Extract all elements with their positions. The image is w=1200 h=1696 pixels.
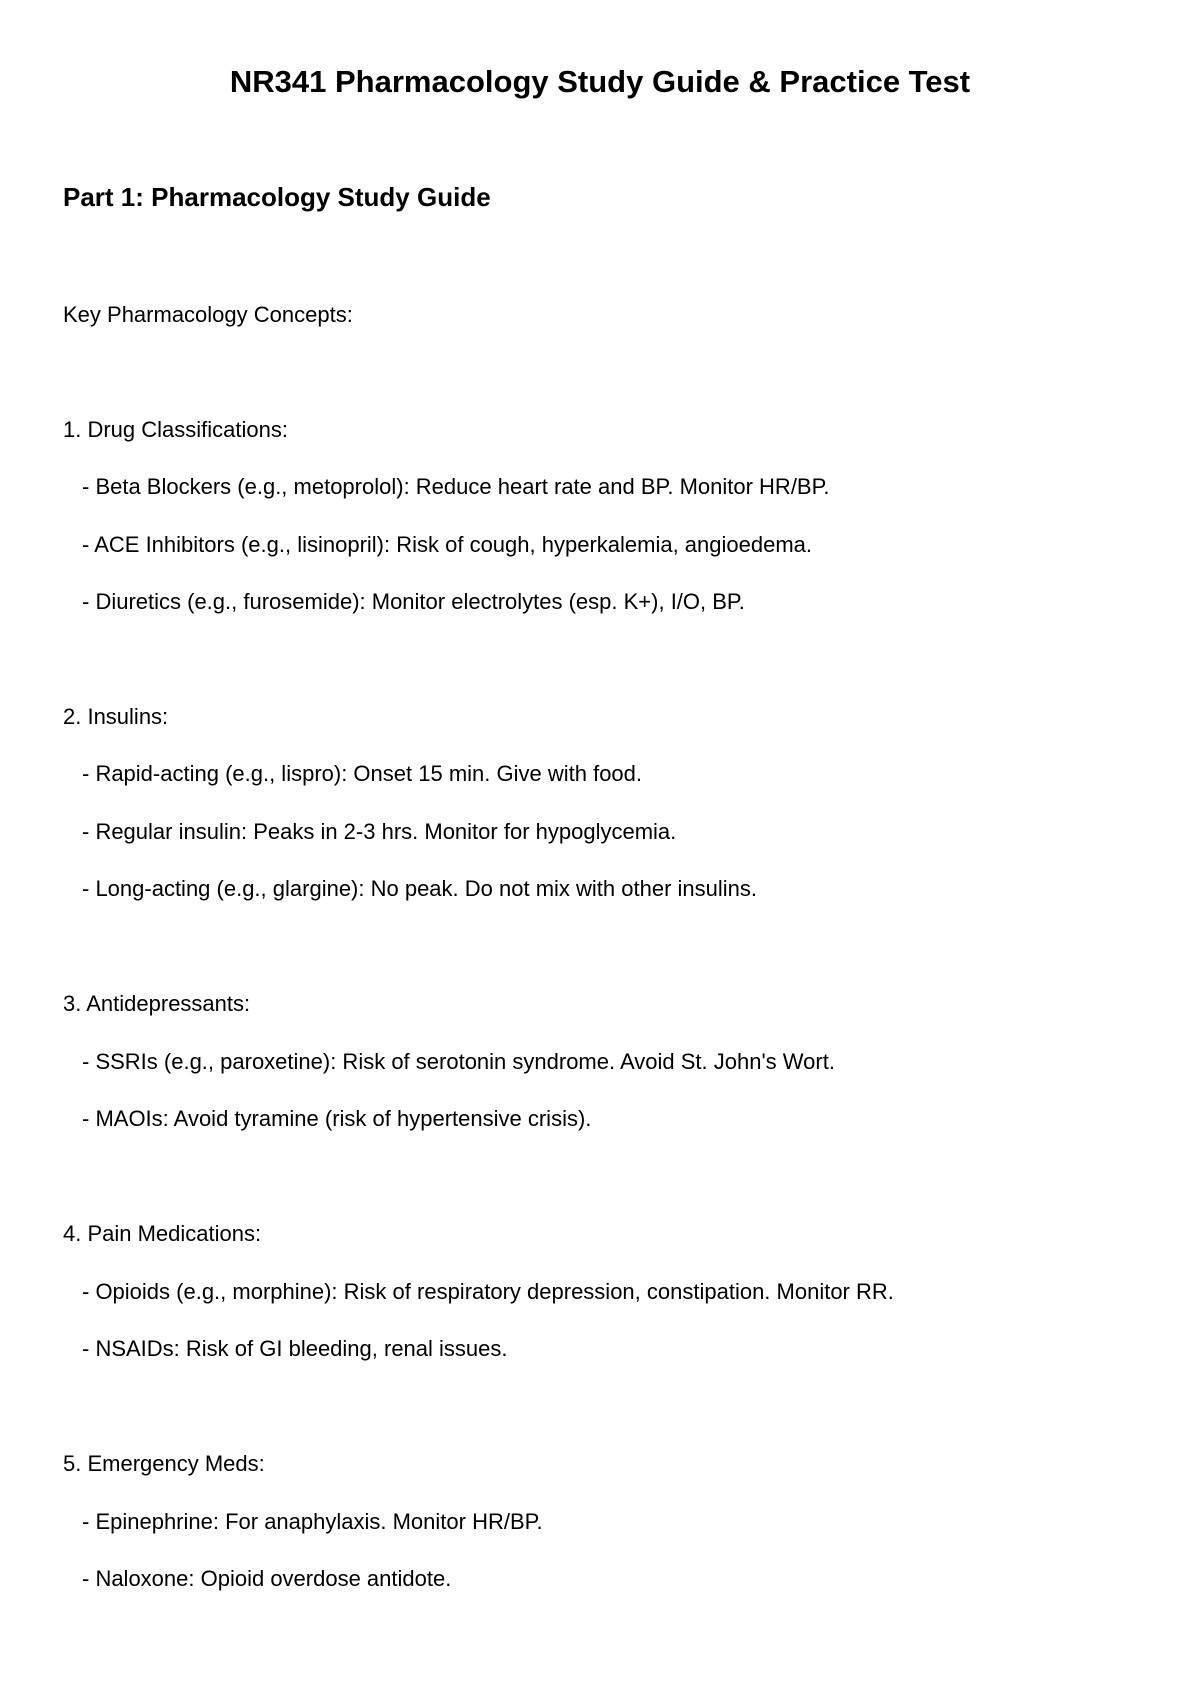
- list-item: - NSAIDs: Risk of GI bleeding, renal issues.: [82, 1336, 508, 1361]
- list-item: - Long-acting (e.g., glargine): No peak. Do not mix with other insulins.: [82, 876, 757, 901]
- section-heading-drug-classifications: 1. Drug Classifications:: [63, 417, 288, 442]
- list-item: - Beta Blockers (e.g., metoprolol): Reduce heart rate and BP. Monitor HR/BP.: [82, 474, 830, 499]
- list-item: - Naloxone: Opioid overdose antidote.: [82, 1566, 452, 1591]
- list-item: - Rapid-acting (e.g., lispro): Onset 15 min. Give with food.: [82, 761, 643, 786]
- section-heading-insulins: 2. Insulins:: [63, 704, 169, 729]
- section-heading-emergency-meds: 5. Emergency Meds:: [63, 1451, 265, 1476]
- list-item: - ACE Inhibitors (e.g., lisinopril): Risk of cough, hyperkalemia, angioedema.: [82, 532, 813, 557]
- list-item: - MAOIs: Avoid tyramine (risk of hypertensive crisis).: [82, 1106, 592, 1131]
- list-item: - Diuretics (e.g., furosemide): Monitor electrolytes (esp. K+), I/O, BP.: [82, 589, 745, 614]
- list-item: - Opioids (e.g., morphine): Risk of respiratory depression, constipation. Monitor RR.: [82, 1279, 894, 1304]
- document-title: NR341 Pharmacology Study Guide & Practice Test: [229, 64, 971, 99]
- part1-heading: Part 1: Pharmacology Study Guide: [63, 182, 491, 212]
- section-heading-pain-medications: 4. Pain Medications:: [63, 1221, 262, 1246]
- list-item: - Regular insulin: Peaks in 2-3 hrs. Monitor for hypoglycemia.: [82, 819, 677, 844]
- list-item: - Epinephrine: For anaphylaxis. Monitor HR/BP.: [82, 1509, 543, 1534]
- section-heading-antidepressants: 3. Antidepressants:: [63, 991, 251, 1016]
- list-item: - SSRIs (e.g., paroxetine): Risk of serotonin syndrome. Avoid St. John's Wort.: [82, 1049, 835, 1074]
- concepts-intro: Key Pharmacology Concepts:: [63, 302, 353, 327]
